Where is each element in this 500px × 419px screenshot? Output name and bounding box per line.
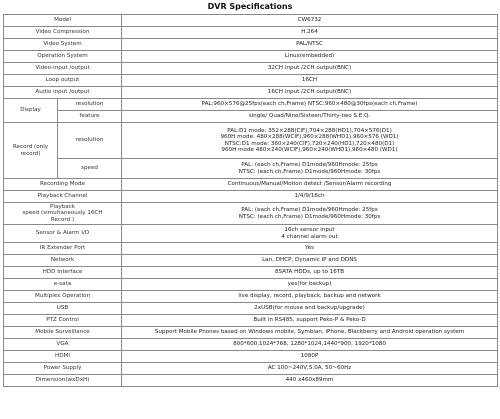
spec-value: Linux(embedded) (122, 51, 498, 63)
table-row (4, 267, 498, 279)
spec-label: Sensor & Alarm I/O (4, 225, 122, 243)
spec-sublabel: resolution (58, 123, 122, 159)
spec-label: Dimension(wxDxH) (4, 375, 122, 387)
table-row (4, 243, 498, 255)
table-row (4, 255, 498, 267)
spec-value: 32CH input /2CH output(BNC) (122, 63, 498, 75)
spec-label: Mobile Surveillance (4, 327, 122, 339)
spec-label: Playback Channel (4, 191, 122, 203)
spec-label: HDMI (4, 351, 122, 363)
spec-value: Continuous/Manual/Motion detect /Sensor/Alarm recording (122, 179, 498, 191)
spec-value-line: 16ch sensor input (284, 227, 335, 234)
spec-value-line: PAL: (each ch,Frame) D1mode/960Hmode: 25fps (241, 207, 378, 214)
table-row (4, 375, 498, 387)
table-row (4, 351, 498, 363)
spec-label: Video Compression (4, 27, 122, 39)
spec-value: 8SATA HDDs, up to 16TB (122, 267, 498, 279)
spec-value: H.264 (122, 27, 498, 39)
spec-label-line: Playback (50, 204, 75, 211)
table-row (4, 327, 498, 339)
spec-group-label: Display (4, 99, 58, 123)
spec-value: Built in RS485, support Peko-P & Peko-D (122, 315, 498, 327)
spec-value-line: PAL:D1 mode: 352×288(CIF),704×288(HD1),704×576(D1) (227, 128, 392, 135)
spec-value: 2xUSB(for mouse and backup/upgrade) (122, 303, 498, 315)
table-row (4, 15, 498, 27)
spec-label: Multiplex Operation (4, 291, 122, 303)
spec-value: 16CH input /2CH output(BNC) (122, 87, 498, 99)
spec-label: Recording Mode (4, 179, 122, 191)
spec-value-line: 960H mode: 480×288(WCIF),960×288(WHD1),960×576 (WD1) (220, 134, 399, 141)
spec-value: yes(for backup) (122, 279, 498, 291)
table-row (4, 159, 498, 179)
table-row (4, 99, 498, 111)
spec-label-line: record) (20, 150, 41, 157)
spec-value-line: 960H mode 480×240(WCIF),960×240(WHD1),960×480 (WD1) (221, 146, 398, 153)
spec-label: Video System (4, 39, 122, 51)
spec-value: PAL:960×576@25fps(each ch,Frame) NTSC:960×480@30fps(each ch,Frame) (122, 99, 498, 111)
table-row (4, 63, 498, 75)
spec-label: Network (4, 255, 122, 267)
table-row (4, 315, 498, 327)
spec-label: USB (4, 303, 122, 315)
spec-value (122, 159, 498, 179)
page-title: DVR Specifications (207, 2, 293, 11)
spec-value: live display, record, playback, backup and network (122, 291, 498, 303)
table-row (4, 51, 498, 63)
spec-sublabel: resolution (58, 99, 122, 111)
table-row (4, 111, 498, 123)
spec-value: 1080P (122, 351, 498, 363)
spec-label: Model (4, 15, 122, 27)
spec-sublabel: feature (58, 111, 122, 123)
table-row (4, 123, 498, 159)
table-row (4, 291, 498, 303)
spec-value: CW6732 (122, 15, 498, 27)
spec-label-line: Record ) (50, 216, 75, 223)
spec-value: 1/4/9/16ch (122, 191, 498, 203)
spec-value: single/ Quad/Nine/Sixteen/Thirty-two S.E.Q. (122, 111, 498, 123)
spec-label-line: Record (only (12, 144, 49, 151)
spec-value (122, 123, 498, 159)
spec-value-line: 4 channel alarm out (281, 233, 338, 240)
table-row (4, 303, 498, 315)
spec-label: Loop output (4, 75, 122, 87)
spec-value: Support Mobile Phones based on Windows mobile, Symbian, iPhone, Blackberry and Android operation system (122, 327, 498, 339)
table-row (4, 39, 498, 51)
spec-label: Video-input /output (4, 63, 122, 75)
spec-value: 16CH (122, 75, 498, 87)
spec-value (122, 225, 498, 243)
spec-value-line: NTSC: (each ch,Frame) D1mode/960Hmode: 30fps (238, 168, 381, 175)
spec-value-line: NTSC: (each ch,Frame) D1mode/960Hmode: 30fps (238, 213, 381, 220)
spec-value-line: PAL: (each ch,Frame) D1mode/960Hmode: 25fps (241, 162, 378, 169)
spec-sublabel: speed (58, 159, 122, 179)
spec-label: IR Extender Port (4, 243, 122, 255)
table-row (4, 27, 498, 39)
spec-value: 800*600,1024*768, 1280*1024,1440*900, 1920*1080 (122, 339, 498, 351)
spec-value: AC 100~240V,5.0A, 50~60Hz (122, 363, 498, 375)
spec-table (3, 14, 498, 387)
spec-value-line: NTSC:D1 mode: 360×240(CIF),720×240(HD1),720×480(D1) (224, 140, 395, 147)
spec-label: VGA (4, 339, 122, 351)
table-row (4, 363, 498, 375)
spec-value: Lan, DHCP, Dynamic IP and DDNS (122, 255, 498, 267)
table-row (4, 339, 498, 351)
table-row (4, 225, 498, 243)
spec-value: 440 x460x89mm (122, 375, 498, 387)
spec-value: Yes (122, 243, 498, 255)
spec-label: Operation System (4, 51, 122, 63)
table-row (4, 179, 498, 191)
spec-value (122, 203, 498, 225)
spec-label (4, 203, 122, 225)
spec-label: Power Supply (4, 363, 122, 375)
spec-label-line: speed (simultaneously 16CH (22, 210, 103, 217)
table-row (4, 203, 498, 225)
spec-label: Audio input /output (4, 87, 122, 99)
table-row (4, 191, 498, 203)
spec-value: PAL/NTSC (122, 39, 498, 51)
spec-label: e-sata (4, 279, 122, 291)
table-row (4, 279, 498, 291)
table-row (4, 75, 498, 87)
spec-label: PTZ Control (4, 315, 122, 327)
spec-label: HDD Interface (4, 267, 122, 279)
table-row (4, 87, 498, 99)
spec-group-label (4, 123, 58, 179)
